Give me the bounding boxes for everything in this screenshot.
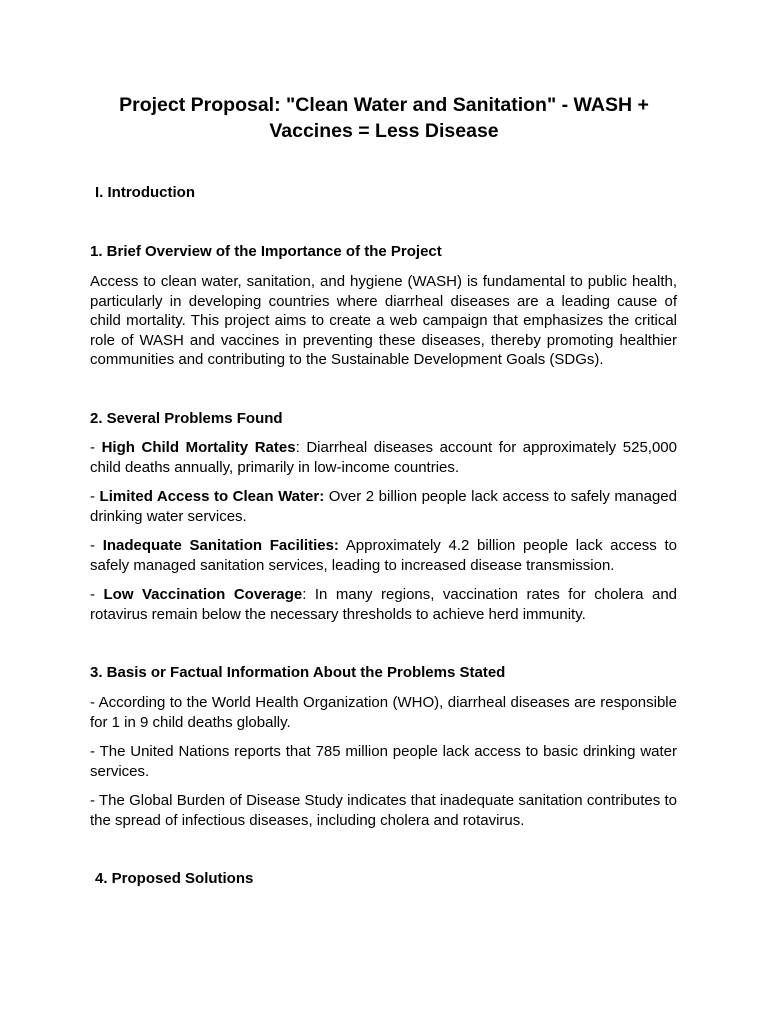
problem-label: Inadequate Sanitation Facilities: — [102, 537, 339, 554]
problem-item — [90, 585, 677, 624]
problem-prefix: - — [90, 537, 103, 554]
problem-text: Over 2 billion people lack access to safely managed drinking water services. — [90, 488, 677, 525]
problem-prefix: - — [90, 586, 104, 603]
problem-text: : Diarrheal diseases account for approximately 525,000 child deaths annually, primarily in low-income countries. — [90, 439, 677, 476]
problem-text: : In many regions, vaccination rates for cholera and rotavirus remain below the necessary thresholds to achieve herd immunity. — [90, 586, 678, 623]
document-title: Project Proposal: "Clean Water and Sanitation" - WASH + Vaccines = Less Disease — [119, 94, 649, 142]
fact-item: - The United Nations reports that 785 million people lack access to basic drinking water services. — [90, 743, 677, 780]
problem-label: Limited Access to Clean Water: — [99, 488, 325, 505]
section-heading-overview: 1. Brief Overview of the Importance of the Project — [90, 243, 442, 260]
fact-item: - According to the World Health Organization (WHO), diarrheal diseases are responsible for 1 in 9 child deaths globally. — [90, 694, 677, 731]
section-heading-basis: 3. Basis or Factual Information About the Problems Stated — [90, 664, 506, 681]
fact-item: - The Global Burden of Disease Study indicates that inadequate sanitation contributes to the spread of infectious diseases, including cholera and rotavirus. — [90, 792, 677, 829]
problem-item — [90, 536, 677, 575]
problem-label: High Child Mortality Rates — [101, 439, 296, 456]
problem-prefix: - — [90, 488, 100, 505]
section-heading-problems: 2. Several Problems Found — [90, 410, 283, 427]
section-heading-introduction: I. Introduction — [95, 184, 195, 201]
section-heading-solutions: 4. Proposed Solutions — [95, 870, 254, 887]
problem-item — [90, 487, 677, 526]
overview-paragraph: Access to clean water, sanitation, and hygiene (WASH) is fundamental to public health, particularly in developing countries where diarrheal diseases are a leading cause of child mortality. This project aims to create a web campaign that emphasizes the critical role of WASH and vaccines in preventing these diseases, thereby promoting healthier communities and contributing to the Sustainable Development Goals (SDGs). — [90, 273, 677, 368]
problem-item — [90, 438, 677, 477]
problem-prefix: - — [90, 439, 102, 456]
problem-text: Approximately 4.2 billion people lack access to safely managed sanitation services, leading to increased disease transmission. — [90, 537, 677, 574]
problem-label: Low Vaccination Coverage — [103, 586, 303, 603]
